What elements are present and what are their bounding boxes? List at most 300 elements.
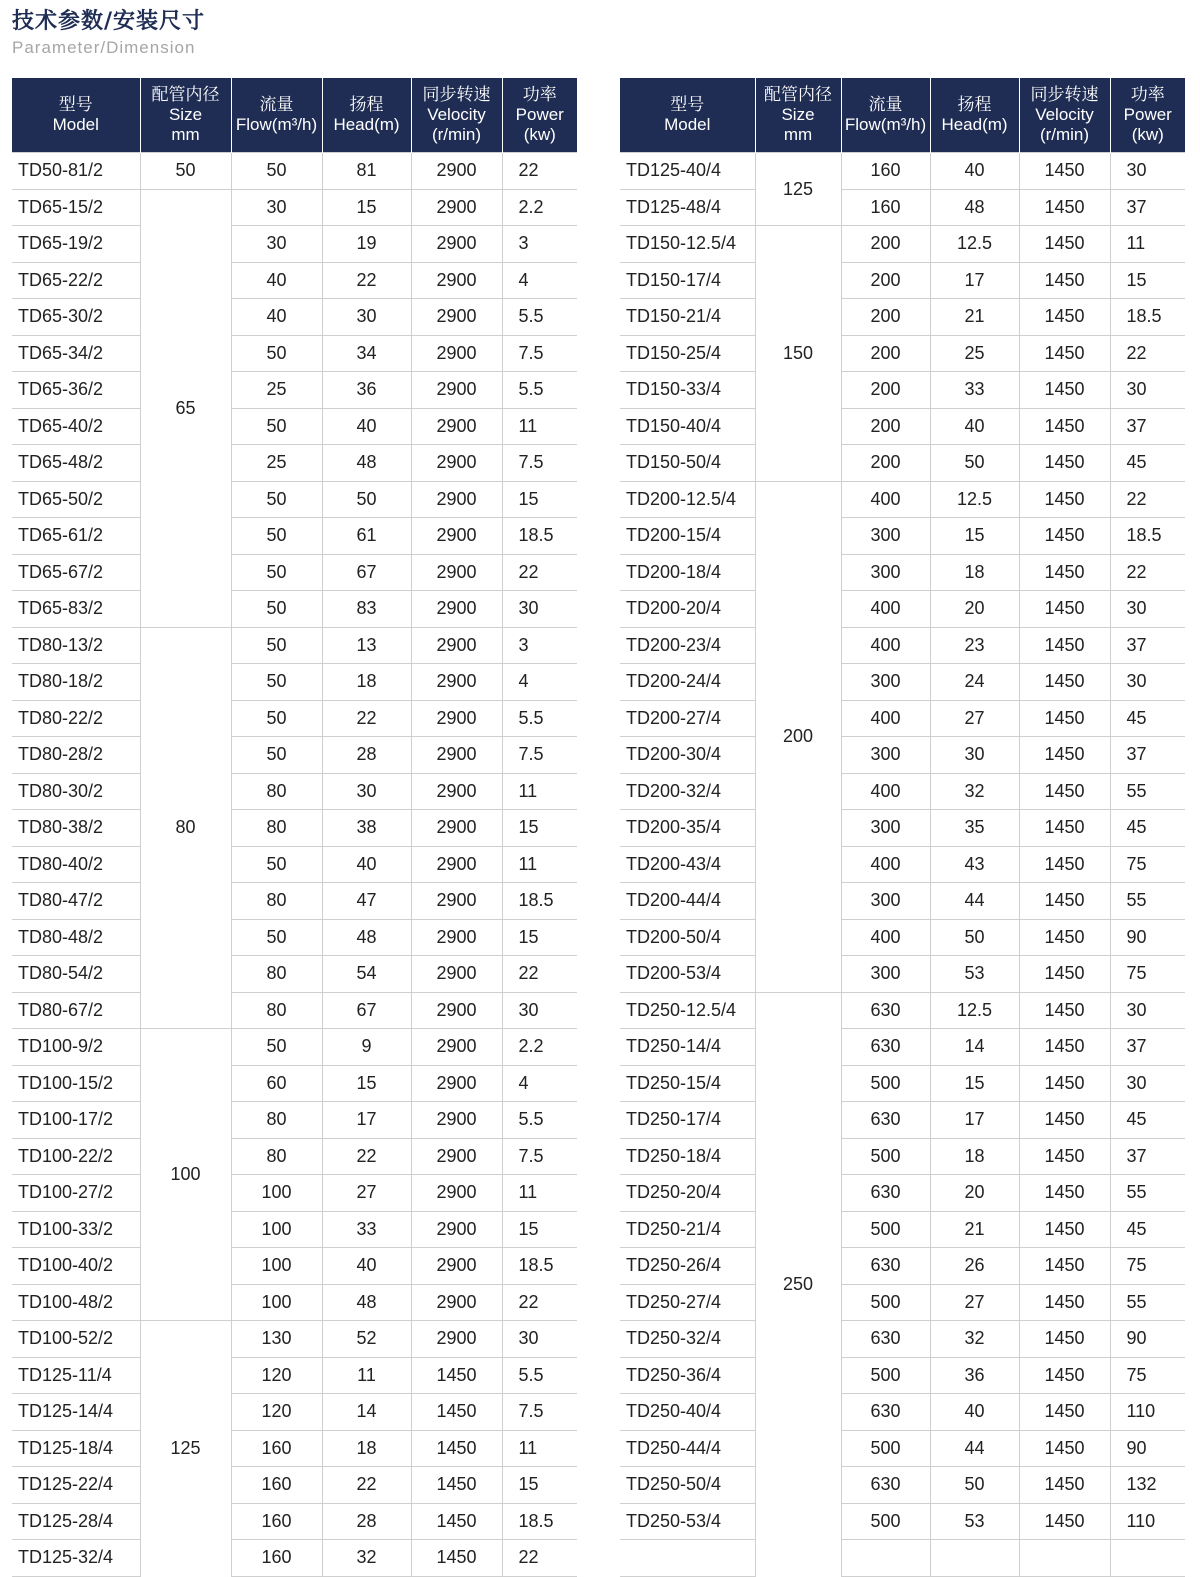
power-cell: 37	[1110, 408, 1185, 445]
table-header-row	[620, 78, 1185, 153]
power-cell: 37	[1110, 1138, 1185, 1175]
power-cell: 18.5	[502, 1248, 577, 1285]
power-cell: 90	[1110, 1321, 1185, 1358]
velocity-cell: 2900	[411, 1065, 502, 1102]
model-cell: TD150-17/4	[620, 262, 755, 299]
head-cell: 26	[930, 1248, 1019, 1285]
velocity-cell: 2900	[411, 153, 502, 190]
table-row	[12, 1175, 577, 1212]
head-cell: 35	[930, 810, 1019, 847]
table-row	[12, 1284, 577, 1321]
flow-cell: 200	[841, 445, 930, 482]
velocity-cell: 1450	[1019, 846, 1110, 883]
flow-cell: 200	[841, 262, 930, 299]
head-cell: 17	[322, 1102, 411, 1139]
table-row	[12, 627, 577, 664]
flow-cell: 100	[231, 1284, 322, 1321]
model-cell: TD100-52/2	[12, 1321, 140, 1358]
table-row	[620, 1248, 1185, 1285]
model-cell: TD150-21/4	[620, 299, 755, 336]
table-row	[12, 226, 577, 263]
model-cell: TD80-67/2	[12, 992, 140, 1029]
flow-cell: 80	[231, 992, 322, 1029]
table-row	[12, 1394, 577, 1431]
flow-cell: 50	[231, 554, 322, 591]
model-cell: TD65-61/2	[12, 518, 140, 555]
power-cell: 11	[502, 408, 577, 445]
velocity-cell: 1450	[1019, 262, 1110, 299]
flow-cell: 120	[231, 1394, 322, 1431]
flow-cell: 630	[841, 1321, 930, 1358]
table-row	[620, 1503, 1185, 1540]
head-cell: 20	[930, 1175, 1019, 1212]
table-row	[620, 1540, 1185, 1577]
table-row	[12, 1503, 577, 1540]
flow-cell: 50	[231, 627, 322, 664]
head-cell: 50	[322, 481, 411, 518]
size-cell: 100	[140, 1029, 231, 1321]
table-row	[12, 846, 577, 883]
power-cell: 22	[502, 956, 577, 993]
velocity-cell: 1450	[1019, 664, 1110, 701]
model-cell: TD80-22/2	[12, 700, 140, 737]
flow-cell: 160	[841, 153, 930, 190]
flow-cell: 630	[841, 1248, 930, 1285]
power-cell: 45	[1110, 445, 1185, 482]
flow-cell: 400	[841, 481, 930, 518]
power-cell: 55	[1110, 883, 1185, 920]
head-cell: 22	[322, 1467, 411, 1504]
flow-cell: 160	[231, 1540, 322, 1577]
size-cell: 250	[755, 992, 841, 1576]
table-row	[12, 1540, 577, 1577]
power-cell: 55	[1110, 773, 1185, 810]
model-cell: TD65-50/2	[12, 481, 140, 518]
power-cell: 22	[502, 1540, 577, 1577]
power-cell: 18.5	[502, 518, 577, 555]
head-cell: 14	[930, 1029, 1019, 1066]
table-row	[12, 773, 577, 810]
table-row	[12, 518, 577, 555]
head-cell: 27	[930, 700, 1019, 737]
head-cell: 83	[322, 591, 411, 628]
model-cell: TD250-15/4	[620, 1065, 755, 1102]
model-cell: TD65-22/2	[12, 262, 140, 299]
velocity-cell: 1450	[411, 1540, 502, 1577]
velocity-cell: 2900	[411, 919, 502, 956]
header-model: 型号 Model	[12, 78, 140, 153]
velocity-cell: 2900	[411, 481, 502, 518]
model-cell: TD250-21/4	[620, 1211, 755, 1248]
velocity-cell: 1450	[411, 1467, 502, 1504]
flow-cell: 50	[231, 737, 322, 774]
table-row	[620, 919, 1185, 956]
head-cell: 24	[930, 664, 1019, 701]
head-cell: 30	[930, 737, 1019, 774]
table-row	[620, 226, 1185, 263]
table-row	[620, 372, 1185, 409]
velocity-cell: 1450	[1019, 883, 1110, 920]
model-cell: TD100-22/2	[12, 1138, 140, 1175]
table-row	[620, 992, 1185, 1029]
model-cell: TD80-30/2	[12, 773, 140, 810]
head-cell: 25	[930, 335, 1019, 372]
table-row	[620, 445, 1185, 482]
power-cell: 110	[1110, 1503, 1185, 1540]
model-cell	[620, 1540, 755, 1577]
table-row	[620, 481, 1185, 518]
power-cell: 5.5	[502, 299, 577, 336]
head-cell: 27	[930, 1284, 1019, 1321]
head-cell: 22	[322, 262, 411, 299]
head-cell: 38	[322, 810, 411, 847]
velocity-cell: 2900	[411, 445, 502, 482]
table-row	[12, 700, 577, 737]
flow-cell: 160	[231, 1467, 322, 1504]
model-cell: TD125-48/4	[620, 189, 755, 226]
velocity-cell: 1450	[411, 1394, 502, 1431]
table-row	[12, 1029, 577, 1066]
table-row	[12, 810, 577, 847]
head-cell: 40	[322, 408, 411, 445]
power-cell: 45	[1110, 810, 1185, 847]
power-cell: 30	[1110, 591, 1185, 628]
table-row	[12, 664, 577, 701]
model-cell: TD250-17/4	[620, 1102, 755, 1139]
velocity-cell: 1450	[1019, 1321, 1110, 1358]
head-cell: 30	[322, 773, 411, 810]
velocity-cell: 1450	[1019, 1284, 1110, 1321]
velocity-cell: 2900	[411, 992, 502, 1029]
model-cell: TD200-24/4	[620, 664, 755, 701]
model-cell: TD200-18/4	[620, 554, 755, 591]
velocity-cell: 1450	[1019, 1467, 1110, 1504]
velocity-cell: 1450	[1019, 1248, 1110, 1285]
model-cell: TD125-18/4	[12, 1430, 140, 1467]
head-cell: 53	[930, 956, 1019, 993]
head-cell: 36	[322, 372, 411, 409]
head-cell: 47	[322, 883, 411, 920]
head-cell: 17	[930, 1102, 1019, 1139]
table-row	[620, 1321, 1185, 1358]
power-cell: 75	[1110, 956, 1185, 993]
flow-cell: 630	[841, 1467, 930, 1504]
head-cell: 53	[930, 1503, 1019, 1540]
table-row	[12, 1102, 577, 1139]
velocity-cell: 1450	[1019, 627, 1110, 664]
flow-cell: 200	[841, 408, 930, 445]
flow-cell: 200	[841, 372, 930, 409]
page-title: 技术参数/安装尺寸	[12, 9, 206, 34]
velocity-cell: 1450	[1019, 737, 1110, 774]
head-cell: 18	[322, 1430, 411, 1467]
velocity-cell: 2900	[411, 773, 502, 810]
head-cell: 33	[930, 372, 1019, 409]
model-cell: TD80-54/2	[12, 956, 140, 993]
flow-cell: 50	[231, 664, 322, 701]
model-cell: TD125-22/4	[12, 1467, 140, 1504]
power-cell: 75	[1110, 846, 1185, 883]
power-cell: 37	[1110, 1029, 1185, 1066]
table-row	[620, 1467, 1185, 1504]
flow-cell: 50	[231, 153, 322, 190]
size-cell: 50	[140, 153, 231, 190]
flow-cell: 500	[841, 1357, 930, 1394]
model-cell: TD200-50/4	[620, 919, 755, 956]
velocity-cell: 2900	[411, 372, 502, 409]
head-cell: 23	[930, 627, 1019, 664]
table-row	[620, 153, 1185, 190]
velocity-cell: 1450	[1019, 1029, 1110, 1066]
head-cell: 19	[322, 226, 411, 263]
flow-cell: 400	[841, 773, 930, 810]
model-cell: TD100-17/2	[12, 1102, 140, 1139]
model-cell: TD65-36/2	[12, 372, 140, 409]
head-cell: 40	[930, 1394, 1019, 1431]
flow-cell: 50	[231, 518, 322, 555]
table-row	[12, 956, 577, 993]
power-cell: 110	[1110, 1394, 1185, 1431]
velocity-cell: 2900	[411, 1175, 502, 1212]
size-cell: 150	[755, 226, 841, 482]
flow-cell: 500	[841, 1211, 930, 1248]
model-cell: TD150-40/4	[620, 408, 755, 445]
flow-cell: 25	[231, 445, 322, 482]
velocity-cell: 1450	[1019, 445, 1110, 482]
header-power: 功率 Power (kw)	[1110, 78, 1185, 153]
head-cell: 48	[322, 1284, 411, 1321]
flow-cell: 630	[841, 1394, 930, 1431]
model-cell: TD150-12.5/4	[620, 226, 755, 263]
power-cell: 7.5	[502, 737, 577, 774]
head-cell: 12.5	[930, 226, 1019, 263]
model-cell: TD65-30/2	[12, 299, 140, 336]
flow-cell: 200	[841, 335, 930, 372]
velocity-cell: 1450	[1019, 408, 1110, 445]
power-cell: 11	[502, 846, 577, 883]
head-cell: 81	[322, 153, 411, 190]
velocity-cell: 1450	[1019, 481, 1110, 518]
table-row	[12, 262, 577, 299]
header-flow: 流量 Flow(m³/h)	[841, 78, 930, 153]
model-cell: TD250-26/4	[620, 1248, 755, 1285]
table-row	[620, 1284, 1185, 1321]
power-cell: 30	[1110, 1065, 1185, 1102]
head-cell: 28	[322, 737, 411, 774]
velocity-cell: 2900	[411, 554, 502, 591]
head-cell: 9	[322, 1029, 411, 1066]
model-cell: TD200-15/4	[620, 518, 755, 555]
header-size: 配管内径 Size mm	[140, 78, 231, 153]
velocity-cell: 1450	[1019, 1065, 1110, 1102]
model-cell: TD100-27/2	[12, 1175, 140, 1212]
velocity-cell: 1450	[1019, 372, 1110, 409]
model-cell: TD125-40/4	[620, 153, 755, 190]
table-row	[620, 1029, 1185, 1066]
model-cell: TD50-81/2	[12, 153, 140, 190]
table-row	[12, 554, 577, 591]
table-header-row	[12, 78, 577, 153]
flow-cell: 130	[231, 1321, 322, 1358]
table-row	[620, 956, 1185, 993]
flow-cell: 50	[231, 846, 322, 883]
power-cell: 2.2	[502, 189, 577, 226]
power-cell: 90	[1110, 1430, 1185, 1467]
power-cell: 15	[502, 1211, 577, 1248]
table-row	[620, 554, 1185, 591]
velocity-cell: 1450	[1019, 299, 1110, 336]
table-row	[12, 737, 577, 774]
velocity-cell: 1450	[1019, 773, 1110, 810]
velocity-cell	[1019, 1540, 1110, 1577]
size-cell: 80	[140, 627, 231, 1029]
velocity-cell: 2900	[411, 1029, 502, 1066]
table-row	[620, 846, 1185, 883]
velocity-cell: 2900	[411, 335, 502, 372]
table-row	[12, 1248, 577, 1285]
flow-cell: 50	[231, 919, 322, 956]
flow-cell: 500	[841, 1284, 930, 1321]
head-cell: 30	[322, 299, 411, 336]
size-cell: 125	[755, 153, 841, 226]
power-cell: 22	[502, 153, 577, 190]
power-cell: 18.5	[502, 1503, 577, 1540]
model-cell: TD100-15/2	[12, 1065, 140, 1102]
model-cell: TD200-30/4	[620, 737, 755, 774]
table-row	[620, 773, 1185, 810]
power-cell: 30	[1110, 153, 1185, 190]
head-cell: 32	[322, 1540, 411, 1577]
velocity-cell: 1450	[1019, 1430, 1110, 1467]
model-cell: TD100-40/2	[12, 1248, 140, 1285]
table-row	[620, 1394, 1185, 1431]
header-flow: 流量 Flow(m³/h)	[231, 78, 322, 153]
model-cell: TD250-40/4	[620, 1394, 755, 1431]
power-cell: 75	[1110, 1248, 1185, 1285]
velocity-cell: 2900	[411, 299, 502, 336]
head-cell: 52	[322, 1321, 411, 1358]
head-cell: 21	[930, 1211, 1019, 1248]
flow-cell: 630	[841, 1175, 930, 1212]
head-cell: 48	[930, 189, 1019, 226]
head-cell: 12.5	[930, 481, 1019, 518]
flow-cell: 25	[231, 372, 322, 409]
flow-cell: 50	[231, 591, 322, 628]
table-row	[620, 408, 1185, 445]
table-row	[12, 299, 577, 336]
power-cell	[1110, 1540, 1185, 1577]
flow-cell	[841, 1540, 930, 1577]
velocity-cell: 2900	[411, 1211, 502, 1248]
header-velocity: 同步转速 Velocity (r/min)	[411, 78, 502, 153]
model-cell: TD80-47/2	[12, 883, 140, 920]
model-cell: TD80-38/2	[12, 810, 140, 847]
flow-cell: 80	[231, 810, 322, 847]
head-cell: 50	[930, 1467, 1019, 1504]
velocity-cell: 2900	[411, 700, 502, 737]
table-row	[12, 919, 577, 956]
power-cell: 11	[502, 1175, 577, 1212]
head-cell: 48	[322, 445, 411, 482]
velocity-cell: 2900	[411, 810, 502, 847]
velocity-cell: 2900	[411, 627, 502, 664]
model-cell: TD250-27/4	[620, 1284, 755, 1321]
model-cell: TD100-33/2	[12, 1211, 140, 1248]
table-row	[620, 189, 1185, 226]
head-cell: 36	[930, 1357, 1019, 1394]
head-cell: 43	[930, 846, 1019, 883]
velocity-cell: 2900	[411, 956, 502, 993]
head-cell: 22	[322, 700, 411, 737]
model-cell: TD65-48/2	[12, 445, 140, 482]
model-cell: TD125-28/4	[12, 1503, 140, 1540]
power-cell: 132	[1110, 1467, 1185, 1504]
table-row	[620, 1430, 1185, 1467]
flow-cell: 300	[841, 737, 930, 774]
power-cell: 15	[502, 810, 577, 847]
head-cell: 20	[930, 591, 1019, 628]
velocity-cell: 1450	[1019, 153, 1110, 190]
head-cell: 15	[322, 1065, 411, 1102]
flow-cell: 160	[841, 189, 930, 226]
flow-cell: 500	[841, 1138, 930, 1175]
power-cell: 30	[1110, 992, 1185, 1029]
power-cell: 45	[1110, 1102, 1185, 1139]
table-row	[12, 445, 577, 482]
power-cell: 75	[1110, 1357, 1185, 1394]
table-row	[620, 591, 1185, 628]
velocity-cell: 2900	[411, 664, 502, 701]
flow-cell: 500	[841, 1065, 930, 1102]
head-cell: 27	[322, 1175, 411, 1212]
head-cell: 50	[930, 445, 1019, 482]
power-cell: 30	[502, 1321, 577, 1358]
velocity-cell: 2900	[411, 846, 502, 883]
power-cell: 15	[502, 481, 577, 518]
flow-cell: 80	[231, 956, 322, 993]
model-cell: TD125-11/4	[12, 1357, 140, 1394]
model-cell: TD250-44/4	[620, 1430, 755, 1467]
flow-cell: 50	[231, 335, 322, 372]
velocity-cell: 1450	[1019, 591, 1110, 628]
model-cell: TD200-43/4	[620, 846, 755, 883]
size-cell: 200	[755, 481, 841, 992]
velocity-cell: 1450	[411, 1430, 502, 1467]
power-cell: 22	[502, 554, 577, 591]
power-cell: 22	[1110, 554, 1185, 591]
model-cell: TD150-50/4	[620, 445, 755, 482]
header-power: 功率 Power (kw)	[502, 78, 577, 153]
velocity-cell: 1450	[1019, 554, 1110, 591]
power-cell: 11	[1110, 226, 1185, 263]
spec-table-left	[12, 78, 577, 1577]
flow-cell: 200	[841, 299, 930, 336]
table-row	[620, 1175, 1185, 1212]
power-cell: 4	[502, 262, 577, 299]
power-cell: 5.5	[502, 1357, 577, 1394]
velocity-cell: 2900	[411, 1321, 502, 1358]
power-cell: 7.5	[502, 1138, 577, 1175]
table-row	[620, 262, 1185, 299]
header-model: 型号 Model	[620, 78, 755, 153]
model-cell: TD200-27/4	[620, 700, 755, 737]
table-row	[12, 1430, 577, 1467]
velocity-cell: 2900	[411, 189, 502, 226]
velocity-cell: 1450	[1019, 1394, 1110, 1431]
velocity-cell: 1450	[1019, 810, 1110, 847]
header-head: 扬程 Head(m)	[930, 78, 1019, 153]
head-cell	[930, 1540, 1019, 1577]
